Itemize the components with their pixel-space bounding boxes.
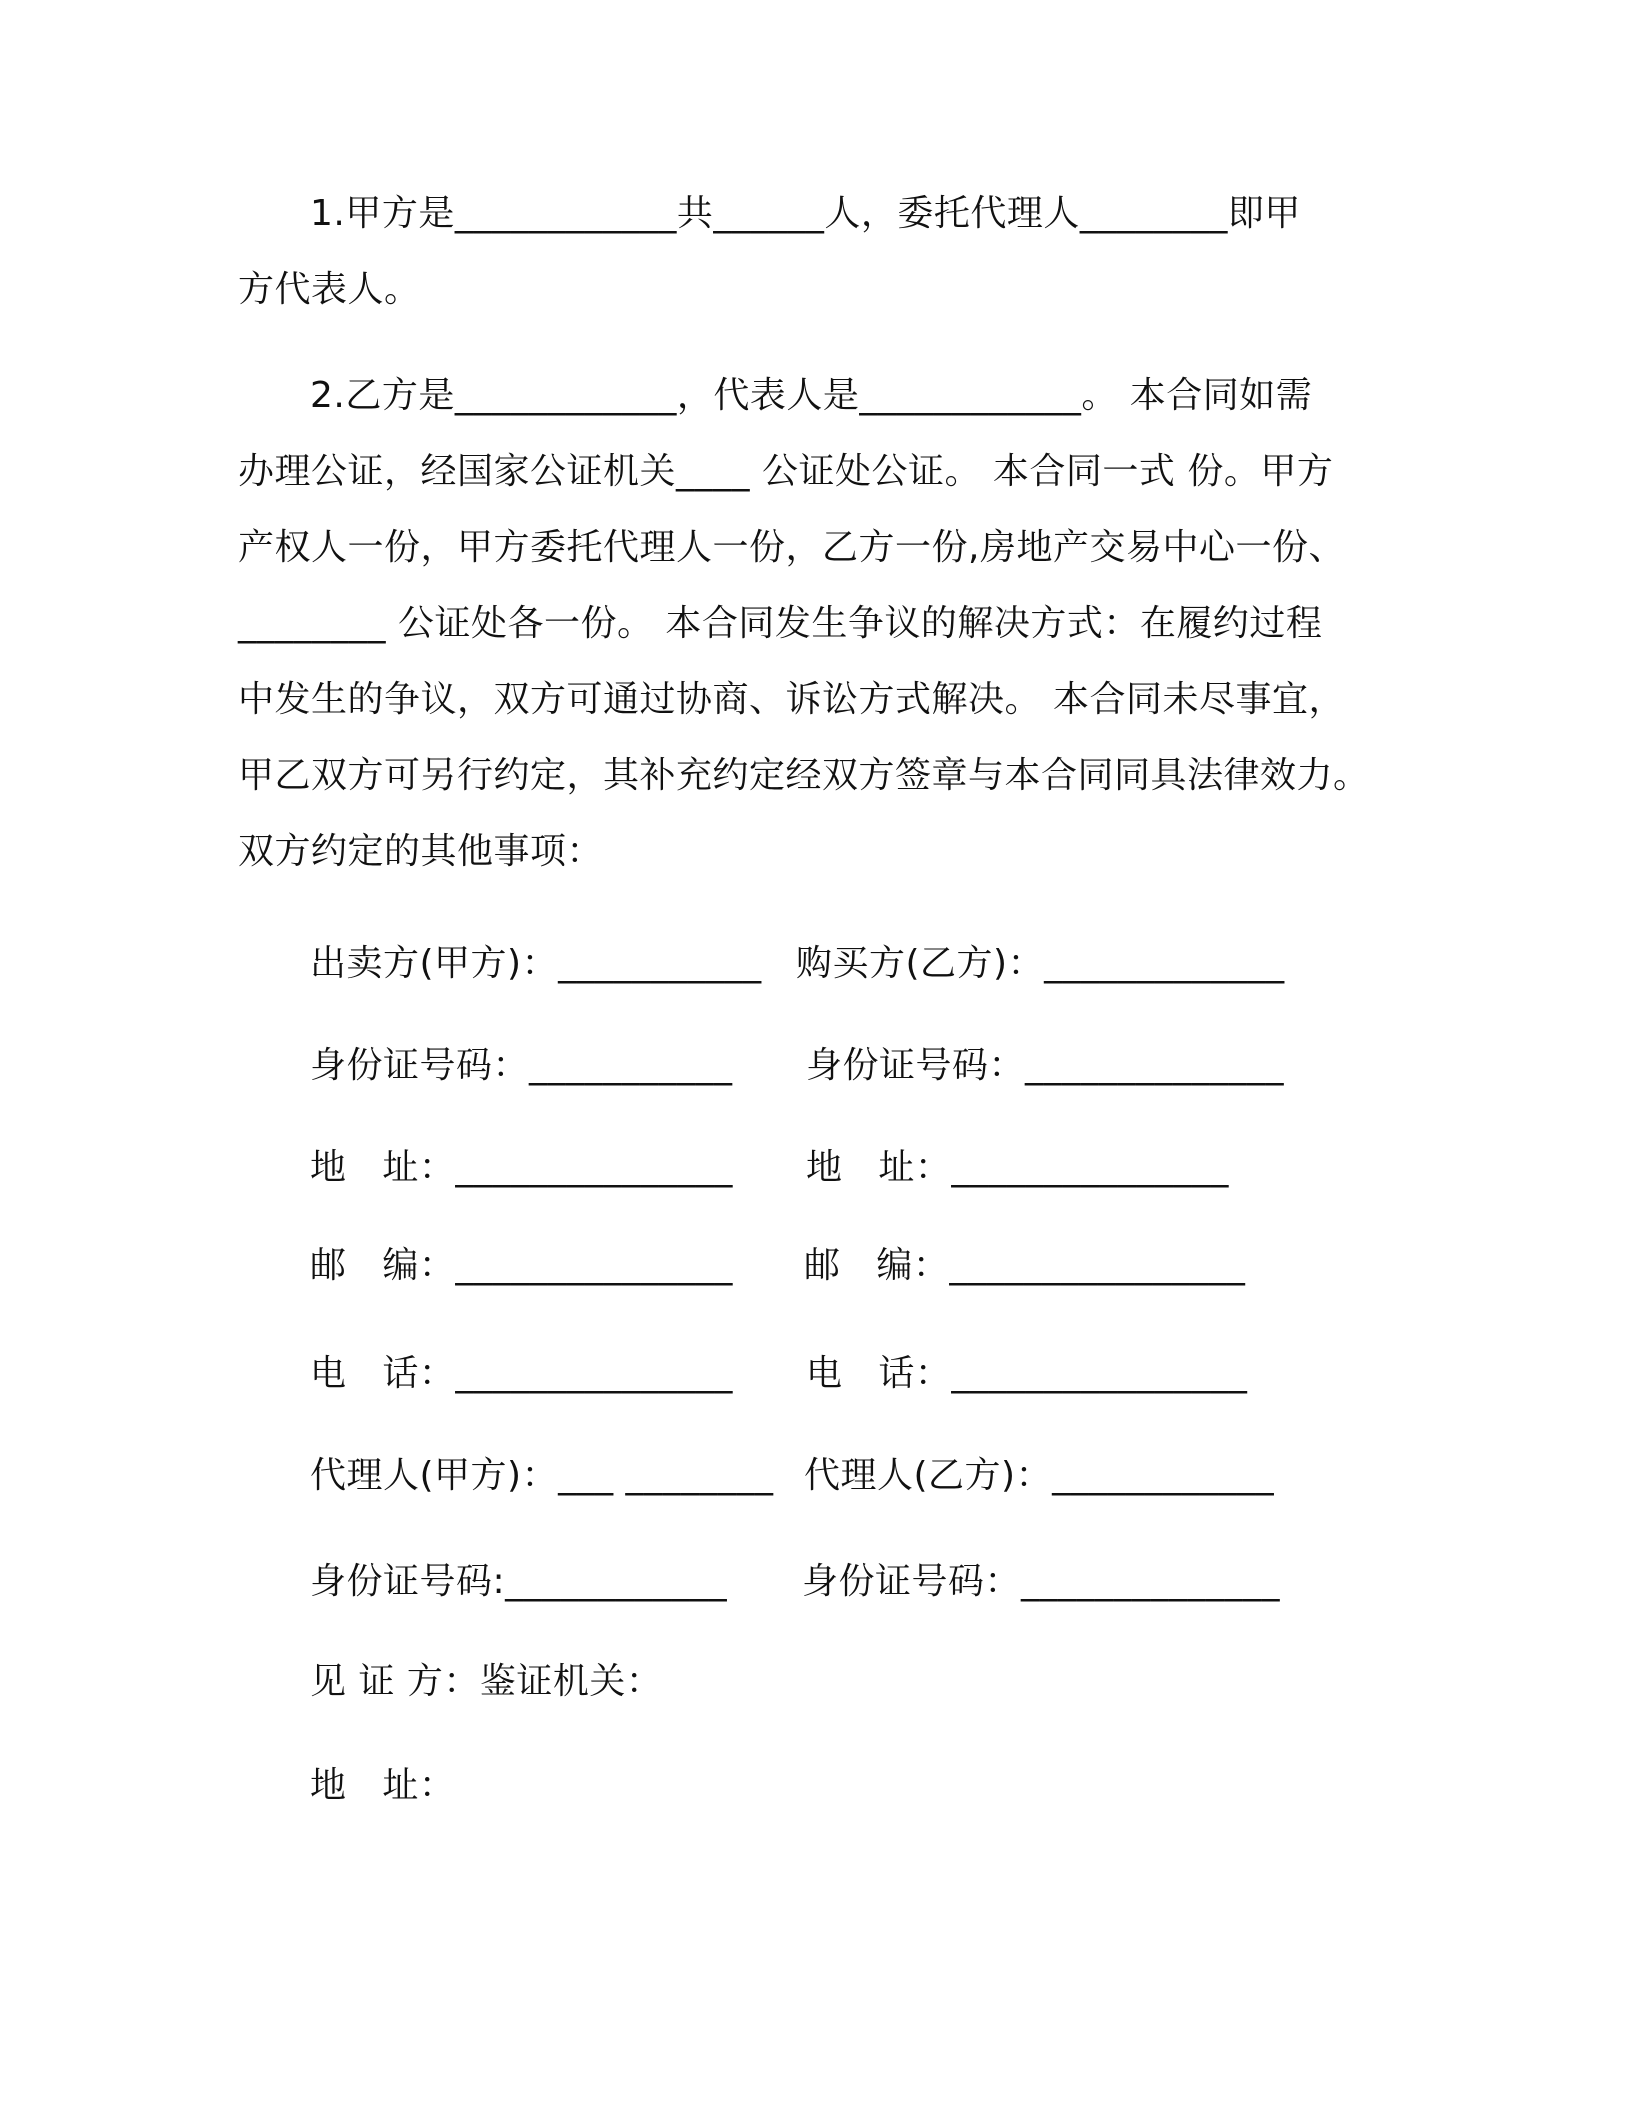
seller-address-field: 地 址：_______________	[310, 1147, 733, 1188]
buyer-address-field: 地 址：_______________	[806, 1147, 1229, 1188]
paragraph-1-line-2: 方代表人。	[238, 269, 421, 310]
paragraph-2-line-3: 产权人一份，甲方委托代理人一份，乙方一份,房地产交易中心一份、	[238, 527, 1345, 568]
seller-agent-id-field: 身份证号码:____________	[310, 1561, 728, 1602]
witness-address-field: 地 址：	[310, 1765, 456, 1806]
paragraph-2-line-2: 办理公证，经国家公证机关____ 公证处公证。 本合同一式 份。甲方	[238, 451, 1334, 492]
buyer-agent-id-field: 身份证号码：______________	[802, 1561, 1281, 1602]
buyer-id-field: 身份证号码：______________	[806, 1045, 1285, 1086]
seller-agent-field: 代理人(甲方)：___ ________	[310, 1455, 774, 1496]
paragraph-2-line-6: 甲乙双方可另行约定，其补充约定经双方签章与本合同同具法律效力。	[238, 755, 1370, 796]
buyer-field: 购买方(乙方)：_____________	[796, 943, 1285, 984]
seller-postcode-field: 邮 编：_______________	[310, 1245, 733, 1286]
paragraph-2-line-1: 2.乙方是____________，代表人是____________。 本合同如需	[310, 375, 1313, 416]
seller-id-field: 身份证号码：___________	[310, 1045, 733, 1086]
paragraph-2-line-5: 中发生的争议，双方可通过协商、诉讼方式解决。 本合同未尽事宜，	[238, 679, 1345, 720]
buyer-phone-field: 电 话：________________	[806, 1353, 1248, 1394]
seller-phone-field: 电 话：_______________	[310, 1353, 733, 1394]
paragraph-1-line-1: 1.甲方是____________共______人，委托代理人________即甲	[310, 193, 1301, 234]
paragraph-2-line-7: 双方约定的其他事项：	[238, 831, 604, 872]
buyer-postcode-field: 邮 编：________________	[804, 1245, 1246, 1286]
seller-field: 出卖方(甲方)：___________	[310, 943, 762, 984]
paragraph-2-line-4: ________ 公证处各一份。 本合同发生争议的解决方式：在履约过程	[238, 603, 1323, 644]
buyer-agent-field: 代理人(乙方)：____________	[804, 1455, 1275, 1496]
witness-field: 见 证 方：鉴证机关：	[310, 1661, 663, 1702]
